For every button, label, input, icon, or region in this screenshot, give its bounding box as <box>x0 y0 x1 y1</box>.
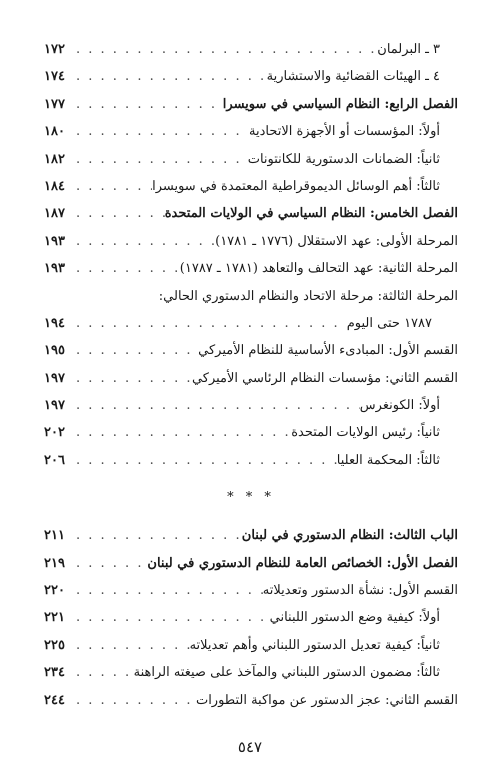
toc-entry-title: أولاً: الكونغرس <box>359 398 440 414</box>
toc-entry-title: ٤ ـ الهيئات القضائية والاستشارية <box>266 69 440 85</box>
toc-entry-page: ١٨٤ <box>44 178 65 194</box>
toc-entry-page: ١٩٣ <box>44 261 65 277</box>
toc-list-bottom <box>44 522 458 714</box>
dot-leader <box>70 550 147 577</box>
dot-leader <box>70 604 270 631</box>
toc-entry <box>44 36 458 63</box>
toc-entry-page: ١٩٧ <box>44 370 65 386</box>
dot-leader <box>70 687 196 714</box>
toc-entry-page: ١٩٣ <box>44 233 65 249</box>
dot-leader <box>70 63 267 90</box>
toc-entry-page: ١٧٧ <box>44 96 65 112</box>
dot-leader <box>70 392 360 419</box>
toc-entry <box>44 310 458 337</box>
toc-entry <box>44 447 458 474</box>
toc-entry-page: ١٩٧ <box>44 398 65 414</box>
toc-entry <box>44 200 458 227</box>
toc-entry-title: المرحلة الثانية: عهد التحالف والتعاهد (١٧٨١ ـ ١٧٨٧) <box>179 261 458 277</box>
dot-leader <box>70 337 198 364</box>
toc-entry-title: ثانياً: رئيس الولايات المتحدة <box>291 425 440 441</box>
dot-leader <box>70 419 291 446</box>
toc-entry-page: ٢٤٤ <box>44 692 65 708</box>
toc-entry-title: ثانياً: كيفية تعديل الدستور اللبناني وأهم تعديلاته <box>189 637 440 653</box>
toc-entry <box>44 365 458 392</box>
toc-entry-title: الفصل الخامس: النظام السياسي في الولايات المتحدة <box>164 206 458 222</box>
toc-entry-page: ١٨٠ <box>44 124 65 140</box>
toc-entry <box>44 392 458 419</box>
dot-leader <box>70 659 134 686</box>
toc-entry-title: ثانياً: الضمانات الدستورية للكانتونات <box>247 151 440 167</box>
toc-entry-page: ٢١٩ <box>44 555 65 571</box>
toc-entry-title: ثالثاً: مضمون الدستور اللبناني والمآخذ على صيغته الراهنة <box>133 665 440 681</box>
dot-leader <box>70 200 165 227</box>
dot-leader <box>70 577 263 604</box>
toc-entry-page: ١٩٤ <box>44 315 65 331</box>
toc-entry <box>44 604 458 631</box>
toc-entry-title: الباب الثالث: النظام الدستوري في لبنان <box>241 528 458 544</box>
dot-leader <box>70 146 248 173</box>
toc-entry <box>44 283 458 310</box>
page-number: ٥٤٧ <box>237 738 263 756</box>
dot-leader <box>70 310 347 337</box>
toc-entry <box>44 522 458 549</box>
toc-entry <box>44 255 458 282</box>
toc-entry <box>44 687 458 714</box>
toc-entry-title: أولاً: المؤسسات أو الأجهزة الاتحادية <box>248 124 440 140</box>
dot-leader <box>70 447 337 474</box>
toc-entry <box>44 63 458 90</box>
toc-entry-title: ثالثاً: أهم الوسائل الديموقراطية المعتمدة في سويسرا <box>152 178 440 194</box>
table-of-contents <box>44 36 458 714</box>
toc-entry <box>44 173 458 200</box>
toc-entry <box>44 118 458 145</box>
dot-leader <box>70 632 190 659</box>
toc-entry-title: ٣ ـ البرلمان <box>377 42 440 57</box>
toc-entry-page: ٢٢٥ <box>44 637 65 653</box>
toc-entry-page: ١٧٤ <box>44 69 65 85</box>
dot-leader <box>70 365 192 392</box>
toc-entry-title: المرحلة الثالثة: مرحلة الاتحاد والنظام الدستوري الحالي: <box>158 288 458 304</box>
toc-entry-title: القسم الأول: المبادىء الأساسية للنظام الأميركي <box>198 343 458 359</box>
dot-leader <box>70 91 223 118</box>
toc-entry-title: الفصل الأول: الخصائص العامة للنظام الدستوري في لبنان <box>147 555 458 571</box>
toc-entry <box>44 419 458 446</box>
dot-leader <box>70 173 152 200</box>
toc-entry <box>44 577 458 604</box>
toc-entry-page: ٢٢٠ <box>44 583 65 599</box>
toc-entry-page: ١٨٧ <box>44 206 65 222</box>
toc-entry-title: ١٧٨٧ حتى اليوم <box>346 315 432 331</box>
toc-entry-page: ٢٠٦ <box>44 452 65 468</box>
toc-entry-title: الفصل الرابع: النظام السياسي في سويسرا <box>222 96 458 112</box>
toc-entry-page: ٢١١ <box>44 528 65 544</box>
toc-list-top <box>44 36 458 474</box>
toc-entry-title: أولاً: كيفية وضع الدستور اللبناني <box>269 610 440 626</box>
toc-entry-title: المرحلة الأولى: عهد الاستقلال (١٧٧٦ ـ ١٧٨١) <box>215 233 458 249</box>
dot-leader <box>70 36 377 63</box>
dot-leader <box>70 228 215 255</box>
toc-entry <box>44 91 458 118</box>
toc-entry-page: ١٩٥ <box>44 343 65 359</box>
toc-entry <box>44 337 458 364</box>
toc-entry-page: ٢٢١ <box>44 610 65 626</box>
toc-entry-page: ١٨٢ <box>44 151 65 167</box>
toc-entry-title: القسم الثاني: عجز الدستور عن مواكبة التطورات <box>195 692 458 708</box>
toc-entry <box>44 146 458 173</box>
dot-leader <box>70 522 242 549</box>
toc-entry-title: القسم الأول: نشأة الدستور وتعديلاته <box>262 583 458 599</box>
toc-entry-title: ثالثاً: المحكمة العليا <box>336 452 440 468</box>
toc-entry-page: ٢٠٢ <box>44 425 65 441</box>
toc-entry-page: ٢٣٤ <box>44 665 65 681</box>
toc-entry-page: ١٧٢ <box>44 42 65 57</box>
toc-entry <box>44 550 458 577</box>
toc-entry-title: القسم الثاني: مؤسسات النظام الرئاسي الأميركي <box>191 370 458 386</box>
toc-entry <box>44 659 458 686</box>
dot-leader <box>70 118 249 145</box>
dot-leader <box>70 255 180 282</box>
toc-entry <box>44 228 458 255</box>
section-separator: * * * <box>227 490 275 506</box>
toc-entry <box>44 632 458 659</box>
